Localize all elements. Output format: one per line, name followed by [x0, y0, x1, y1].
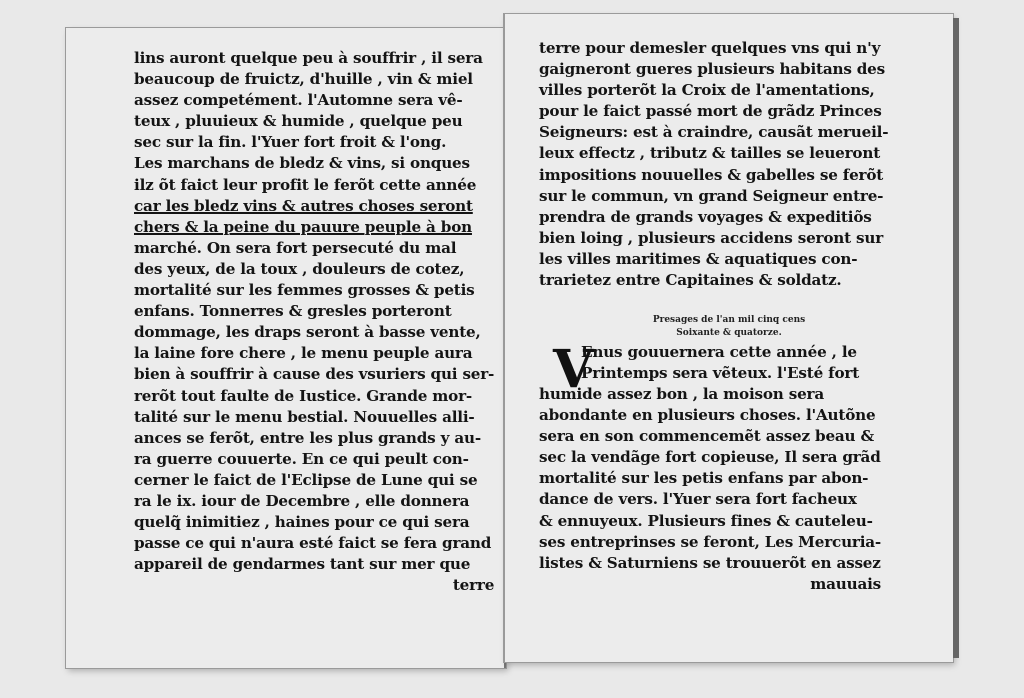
text-line: ilz õt faict leur profit le ferõt cette année — [134, 175, 477, 194]
text-line: villes porterõt la Croix de l'amentations, — [539, 81, 875, 100]
text-line: assez competément. l'Automne sera vê- — [134, 91, 463, 110]
text-line: pour le faict passé mort de grãdz Princes — [539, 102, 882, 121]
text-line: Seigneurs: est à craindre, causãt merueil- — [539, 123, 889, 142]
right-page-text-top — [539, 38, 888, 291]
text-line: rerõt tout faulte de Iustice. Grande mor- — [134, 386, 473, 405]
text-line: dance de vers. l'Yuer sera fort facheux — [539, 490, 857, 509]
text-line: ra guerre couuerte. En ce qui peult con- — [134, 449, 469, 468]
text-line: & ennuyeux. Plusieurs fines & cauteleu- — [539, 511, 873, 530]
text-line: gaigneront gueres plusieurs habitans des — [539, 60, 885, 79]
text-line: prendra de grands voyages & expeditiõs — [539, 207, 872, 226]
text-line: mauuais — [810, 574, 882, 593]
text-line: leux effectz , tributz & tailles se leueront — [539, 144, 881, 163]
text-line: appareil de gendarmes tant sur mer que — [134, 555, 471, 574]
drop-cap: V — [553, 339, 594, 400]
text-line: beaucoup de fruictz, d'huille , vin & miel — [134, 70, 473, 89]
text-line: ses entreprinses se feront, Les Mercuria- — [539, 532, 882, 551]
text-line: cerner le faict de l'Eclipse de Lune qui se — [134, 470, 478, 489]
right-page-text-bottom — [539, 384, 881, 595]
text-line: mortalité sur les petis enfans par abon- — [539, 469, 869, 488]
text-line: sec sur la fin. l'Yuer fort froit & l'ong. — [134, 133, 447, 152]
text-line: les villes maritimes & aquatiques con- — [539, 249, 858, 268]
text-line: passe ce qui n'aura esté faict se fera grand — [134, 534, 492, 553]
text-line: talité sur le menu bestial. Nouuelles alli- — [134, 407, 475, 426]
text-line: terre pour demesler quelques vns qui n'y — [539, 39, 881, 57]
text-line: mortalité sur les femmes grosses & petis — [134, 281, 475, 300]
section-heading-line-2: Soixante & quatorze. — [676, 328, 782, 338]
right-page-text-indented — [581, 342, 859, 384]
text-line: dommage, les draps seront à basse vente, — [134, 323, 481, 342]
text-line: la laine fore chere , le menu peuple aura — [134, 344, 473, 363]
left-page — [66, 28, 506, 668]
text-line: bien loing , plusieurs accidens seront sur — [539, 228, 884, 247]
text-line: ra le ix. iour de Decembre , elle donnera — [134, 491, 470, 510]
text-line: ances se ferõt, entre les plus grands y au- — [134, 428, 481, 447]
text-line: bien à souffrir à cause des vsuriers qui ser- — [134, 365, 495, 384]
text-line: Enus gouuernera cette année , le — [581, 343, 857, 361]
text-line: enfans. Tonnerres & gresles porteront — [134, 302, 452, 321]
text-line: quelq̃ inimitiez , haines pour ce qui sera — [134, 513, 470, 532]
text-line: humide assez bon , la moison sera — [539, 385, 824, 403]
text-line: Les marchans de bledz & vins, si onques — [134, 154, 470, 173]
section-heading-line-1: Presages de l'an mil cinq cens — [652, 315, 806, 325]
text-line: trarietez entre Capitaines & soldatz. — [539, 271, 842, 290]
text-line: des yeux, de la toux , douleurs de cotez, — [134, 259, 465, 278]
text-line: sec la vendãge fort copieuse, Il sera grãd — [539, 448, 881, 467]
text-line: teux , pluuieux & humide , quelque peu — [134, 112, 463, 131]
text-line: lins auront quelque peu à souffrir , il sera — [134, 49, 483, 67]
text-line: abondante en plusieurs choses. l'Autõne — [539, 406, 876, 425]
left-page-text — [134, 48, 494, 596]
text-line: sera en son commencemẽt assez beau & — [539, 427, 874, 446]
text-line: terre — [452, 576, 495, 595]
text-line: impositions nouuelles & gabelles se ferõt — [539, 165, 884, 184]
text-line: Printemps sera vẽteux. l'Esté fort — [581, 364, 860, 383]
text-line: listes & Saturniens se trouuerõt en assez — [539, 553, 881, 572]
text-line: chers & la peine du pauure peuple à bon — [134, 217, 472, 236]
right-page — [504, 14, 953, 662]
text-line: marché. On sera fort persecuté du mal — [134, 238, 457, 257]
text-line: car les bledz vins & autres choses seront — [134, 196, 473, 215]
text-line: sur le commun, vn grand Seigneur entre- — [539, 186, 884, 205]
